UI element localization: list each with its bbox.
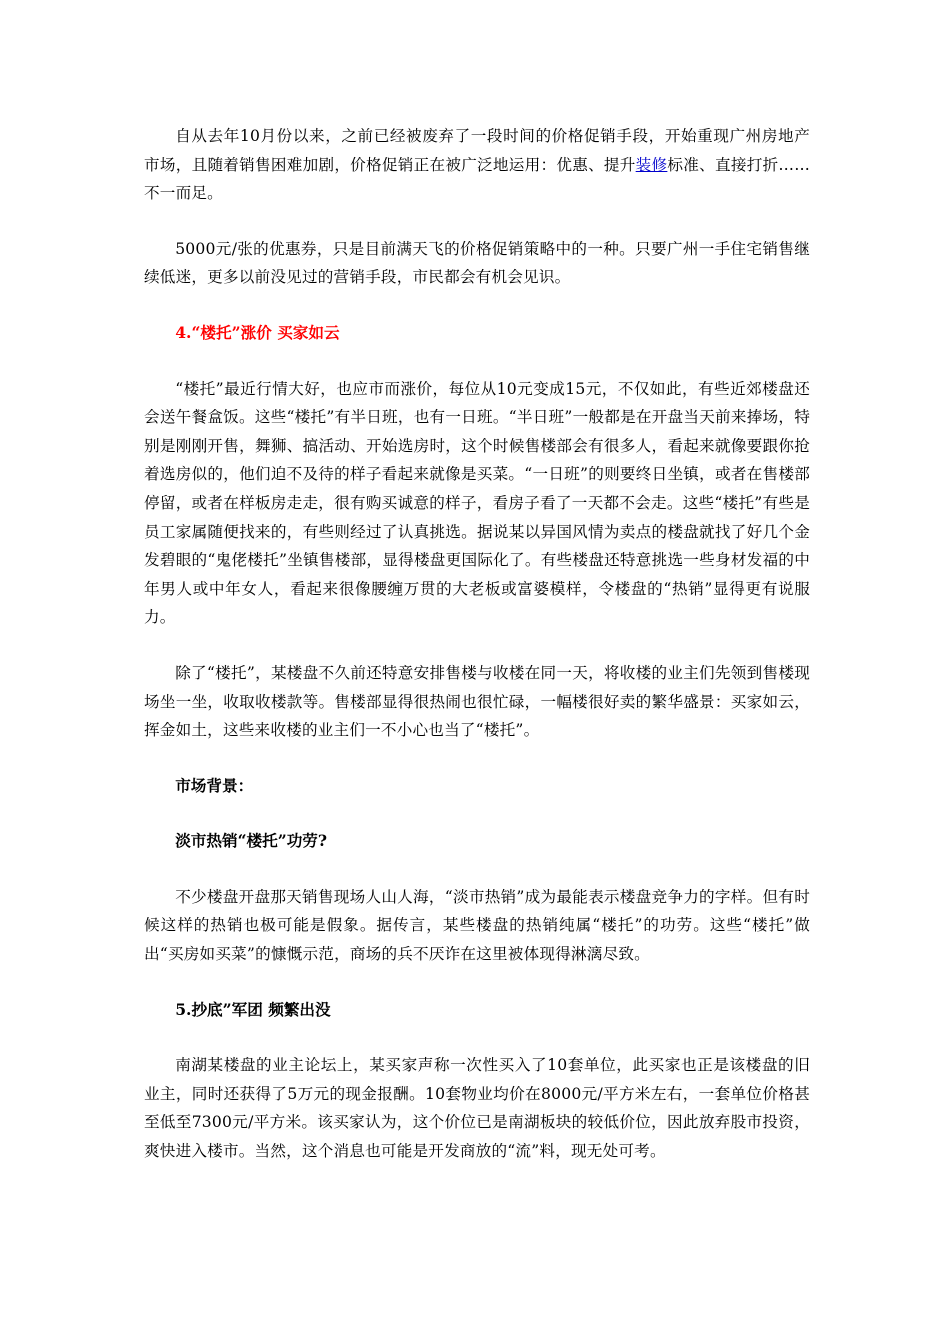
document-page bbox=[144, 122, 810, 1193]
paragraph-hot-sales: 不少楼盘开盘那天销售现场人山人海，“淡市热销”成为最能表示楼盘竞争力的字样。但有时候这样的热销也极可能是假象。据传言，某些楼盘的热销纯属“楼托”的功劳。这些“楼托”做出“买房如买菜”的慷慨示范，商场的兵不厌诈在这里被体现得淋漓尽致。 bbox=[144, 887, 810, 964]
paragraph-shills: “楼托”最近行情大好，也应市而涨价，每位从10元变成15元，不仅如此，有些近郊楼盘还会送午餐盒饭。这些“楼托”有半日班，也有一日班。“半日班”一般都是在开盘当天前来捧场，特别是刚刚开售，舞狮、搞活动、开始选房时，这个时候售楼部会有很多人，看起来就像要跟你抢着选房似的，他们迫不及待的样子看起来就像是买菜。“一日班”的则要终日坐镇，或者在售楼部停留，或者在样板房走走，很有购买诚意的样子，看房子看了一天都不会走。这些“楼托”有些是员工家属随便找来的，有些则经过了认真挑选。据说某以异国风情为卖点的楼盘就找了好几个金发碧眼的“鬼佬楼托”坐镇售楼部，显得楼盘更国际化了。有些楼盘还特意挑选一些身材发福的中年男人或中年女人，看起来很像腰缠万贯的大老板或富婆模样，令楼盘的“热销”显得更有说服力。 bbox=[144, 379, 810, 627]
paragraph-handover: 除了“楼托”，某楼盘不久前还特意安排售楼与收楼在同一天，将收楼的业主们先领到售楼现场坐一坐，收取收楼款等。售楼部显得很热闹也很忙碌，一幅楼很好卖的繁华盛景：买家如云，挥金如土，这些来收楼的业主们一不小心也当了“楼托”。 bbox=[144, 663, 810, 740]
paragraph-text: 自从去年10月份以来，之前已经被废弃了一段时间的价格促销手段，开始重现广州房地产市场，且随着销售困难加剧，价格促销正在被广泛地运用：优惠、提升 bbox=[144, 127, 810, 174]
section-heading-5: 5.抄底”军团 频繁出没 bbox=[175, 999, 331, 1019]
market-background-heading: 市场背景： bbox=[175, 775, 254, 795]
paragraph-text: 标准、直接打折……不一而足。 bbox=[144, 155, 810, 203]
section-heading-4: 4.“楼托”涨价 买家如云 bbox=[175, 322, 340, 342]
decoration-link[interactable]: 装修 bbox=[635, 155, 668, 174]
paragraph-price-promotion bbox=[144, 122, 810, 208]
paragraph-coupon: 5000元/张的优惠券，只是目前满天飞的价格促销策略中的一种。只要广州一手住宅销售继续低迷，更多以前没见过的营销手段，市民都会有机会见识。 bbox=[144, 239, 810, 287]
paragraph-bottom-fishing: 南湖某楼盘的业主论坛上，某买家声称一次性买入了10套单位，此买家也正是该楼盘的旧业主，同时还获得了5万元的现金报酬。10套物业均价在8000元/平方米左右，一套单位价格甚至低至7300元/平方米。该买家认为，这个价位已是南湖板块的较低价位，因此放弃股市投资，爽快进入楼市。当然，这个消息也可能是开发商放的“流”料，现无处可考。 bbox=[144, 1056, 810, 1161]
subheading-shill-credit: 淡市热销“楼托”功劳? bbox=[175, 831, 328, 851]
